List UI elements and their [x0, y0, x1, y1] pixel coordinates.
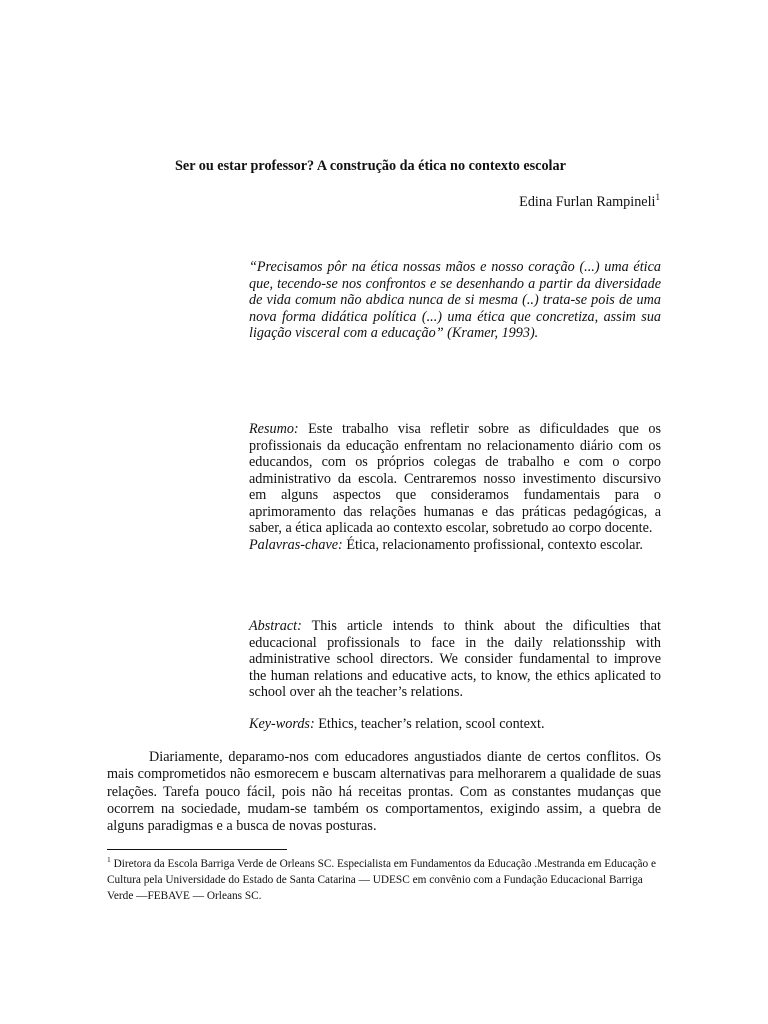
- author-footnote-mark: 1: [655, 192, 660, 202]
- keywords-line: [249, 716, 661, 733]
- epigraph-quote: “Precisamos pôr na ética nossas mãos e nosso coração (...) uma ética que, tecendo-se nos confrontos e se desenhando a partir da diversidade de vida comum não abdica nunca de si mesma (..) trata-se pois de uma nova forma didática política (...) uma ética que concretiza, assim sua ligação visceral com a educação” (Kramer, 1993).: [249, 259, 661, 341]
- palavras-chave-label: Palavras-chave:: [249, 536, 343, 553]
- footnote-text: Diretora da Escola Barriga Verde de Orleans SC. Especialista em Fundamentos da Educação .Mestranda em Educação e Cultura pela Universidade do Estado de Santa Catarina — UDESC em convênio com a Fundação Educacional Barriga Verde —FEBAVE — Orleans SC.: [107, 858, 657, 902]
- abstract-label: Abstract:: [249, 618, 302, 634]
- palavras-chave-line: [249, 537, 661, 554]
- footnote-divider: [107, 849, 287, 850]
- abstract-section: [249, 618, 661, 701]
- paper-title: Ser ou estar professor? A construção da ética no contexto escolar: [175, 158, 566, 174]
- author-line: [519, 192, 660, 211]
- resumo-text: Este trabalho visa refletir sobre as dificuldades que os profissionais da educação enfrentam no relacionamento diário com os educandos, com os próprios colegas de trabalho e com o corpo administrativo da escola. Centraremos nosso investimento discursivo em alguns aspectos que consideramos fundamentais para o aprimoramento das relações humanas e das práticas pedagógicas, a saber, a ética aplicada ao contexto escolar, sobretudo ao corpo docente.: [249, 421, 661, 536]
- footnote-mark: 1: [107, 855, 111, 864]
- body-paragraph: Diariamente, deparamo-nos com educadores angustiados diante de certos conflitos. Os mais comprometidos não esmorecem e buscam alternativas para melhorarem a qualidade de suas relações. Tarefa pouco fácil, pois não há receitas prontas. Com as constantes mudanças que ocorrem na sociedade, mudam-se também os comportamentos, exigindo assim, a quebra de alguns paradigmas e a busca de novas posturas.: [107, 749, 661, 835]
- keywords-label: Key-words:: [249, 716, 315, 732]
- author-name: Edina Furlan Rampineli: [519, 194, 656, 210]
- resumo-label: Resumo:: [249, 421, 299, 437]
- abstract-text: This article intends to think about the dificulties that educacional profissionals to face in the daily relationsship with administrative school directors. We consider fundamental to improve the human relations and educative acts, to know, the ethics aplicated to school over ah the teacher’s relations.: [249, 618, 661, 700]
- palavras-chave-text: Ética, relacionamento profissional, contexto escolar.: [342, 536, 643, 553]
- keywords-text: Ethics, teacher’s relation, scool context.: [314, 716, 545, 732]
- resumo-section: [249, 421, 661, 553]
- footnote: [107, 852, 661, 904]
